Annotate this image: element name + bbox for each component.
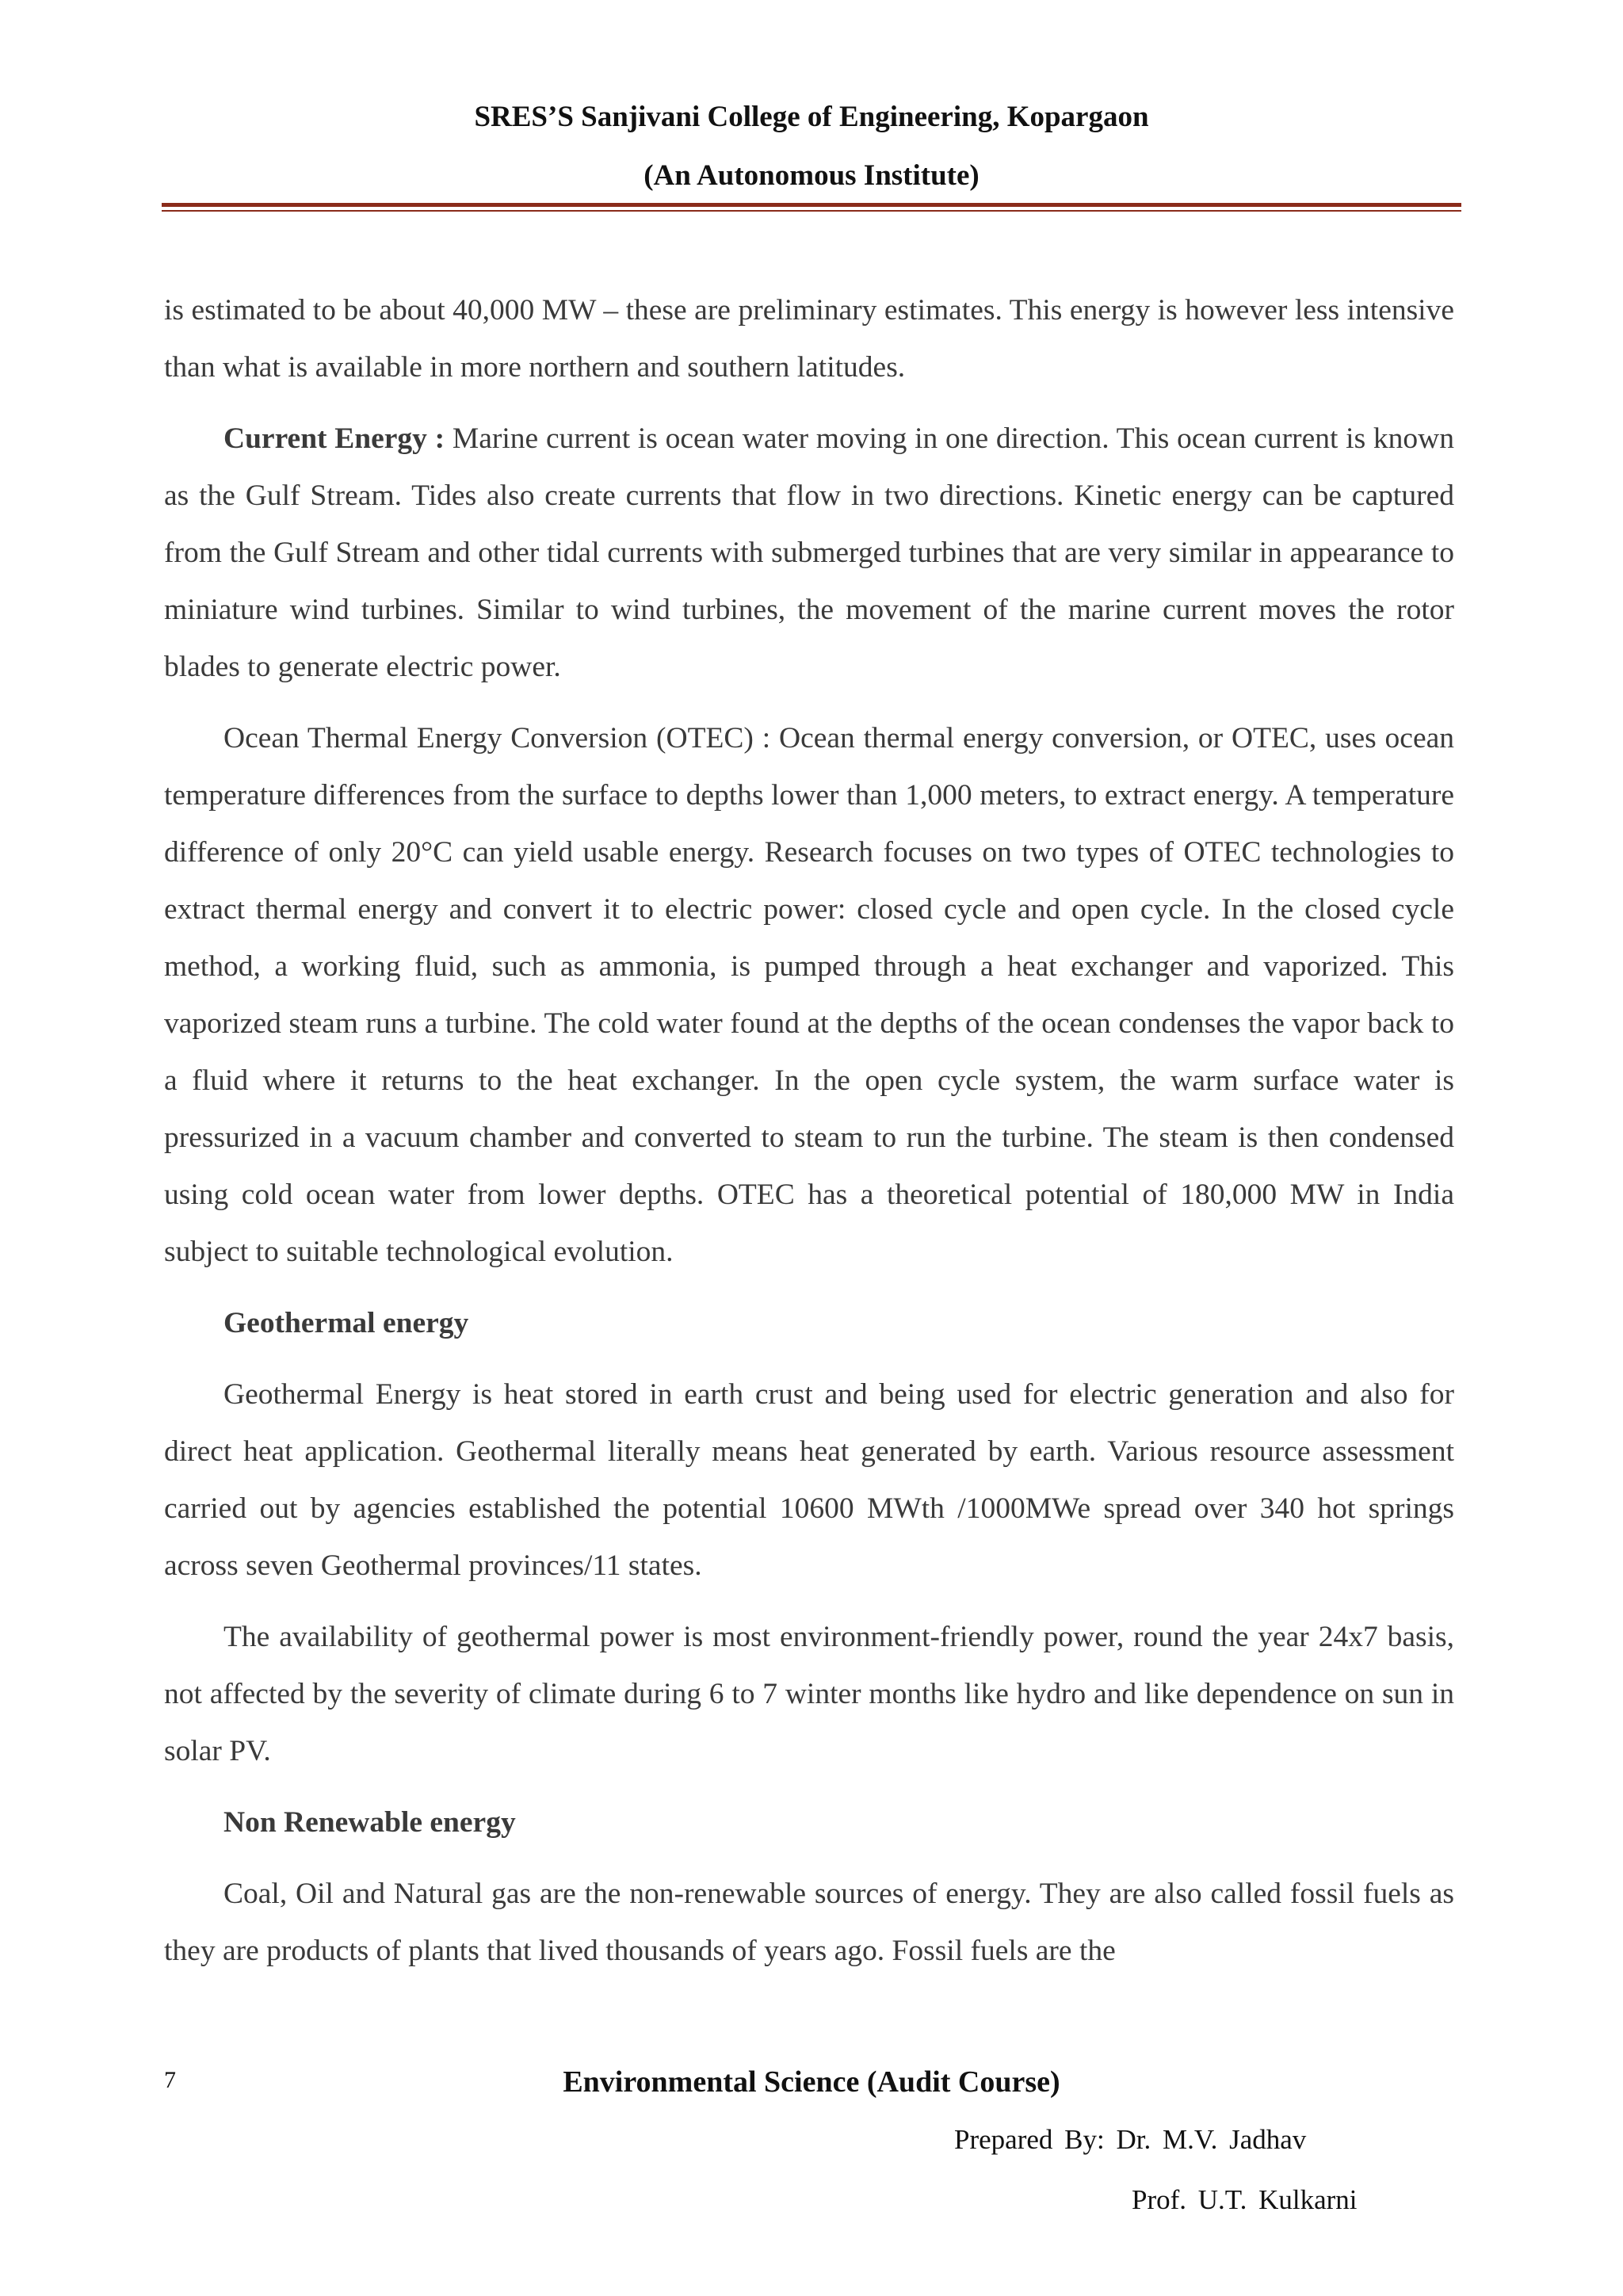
- paragraph-geothermal-2: The availability of geothermal power is most environment-friendly power, round the year 24x7 basis, not affected by the severity of climate during 6 to 7 winter months like hydro and like dependence on sun in solar PV.: [164, 1621, 1454, 1767]
- paragraph-non-renewable: Coal, Oil and Natural gas are the non-renewable sources of energy. They are also called fossil fuels as they are products of plants that lived thousands of years ago. Fossil fuels are the: [164, 1878, 1454, 1967]
- heading-non-renewable: Non Renewable energy: [223, 1806, 516, 1839]
- current-energy-text: Marine current is ocean water moving in one direction. This ocean current is known as the Gulf Stream. Tides also create currents that flow in two directions. Kinetic energy can be captured from the Gulf Stream and other tidal currents with submerged turbines that are very similar in appearance to miniature wind turbines. Similar to wind turbines, the movement of the marine current moves the rotor blades to generate electric power.: [164, 422, 1454, 683]
- footer-prepared-by: Prepared By: Dr. M.V. Jadhav: [954, 2124, 1307, 2155]
- footer-prof: Prof. U.T. Kulkarni: [1132, 2184, 1358, 2215]
- paragraph-geothermal-1: Geothermal Energy is heat stored in earth crust and being used for electric generation and also for direct heat application. Geothermal literally means heat generated by earth. Various resource assessment carried out by agencies established the potential 10600 MWth /1000MWe spread over 340 hot springs across seven Geothermal provinces/11 states.: [164, 1378, 1454, 1582]
- page-number: 7: [164, 2067, 176, 2093]
- body-content: [164, 282, 1454, 1994]
- current-energy-heading: Current Energy :: [223, 422, 445, 455]
- heading-geothermal: Geothermal energy: [223, 1307, 469, 1339]
- header-college-name: SRES’S Sanjivani College of Engineering, Kopargaon: [474, 101, 1149, 133]
- header-rule-thin: [162, 210, 1461, 212]
- paragraph-current-energy: [164, 411, 1454, 696]
- paragraph-continuation: is estimated to be about 40,000 MW – these are preliminary estimates. This energy is however less intensive than what is available in more northern and southern latitudes.: [164, 294, 1454, 384]
- paragraph-otec: Ocean Thermal Energy Conversion (OTEC) : Ocean thermal energy conversion, or OTEC, uses ocean temperature differences from the surface to depths lower than 1,000 meters, to extract energy. A temperature difference of only 20°C can yield usable energy. Research focuses on two types of OTEC technologies to extract thermal energy and convert it to electric power: closed cycle and open cycle. In the closed cycle method, a working fluid, such as ammonia, is pumped through a heat exchanger and vaporized. This vaporized steam runs a turbine. The cold water found at the depths of the ocean condenses the vapor back to a fluid where it returns to the heat exchanger. In the open cycle system, the warm surface water is pressurized in a vacuum chamber and converted to steam to run the turbine. The steam is then condensed using cold ocean water from lower depths. OTEC has a theoretical potential of 180,000 MW in India subject to suitable technological evolution.: [164, 722, 1454, 1268]
- header-rule-thick: [162, 203, 1461, 207]
- footer-course-title: Environmental Science (Audit Course): [563, 2065, 1060, 2099]
- header-subtitle: (An Autonomous Institute): [643, 159, 980, 192]
